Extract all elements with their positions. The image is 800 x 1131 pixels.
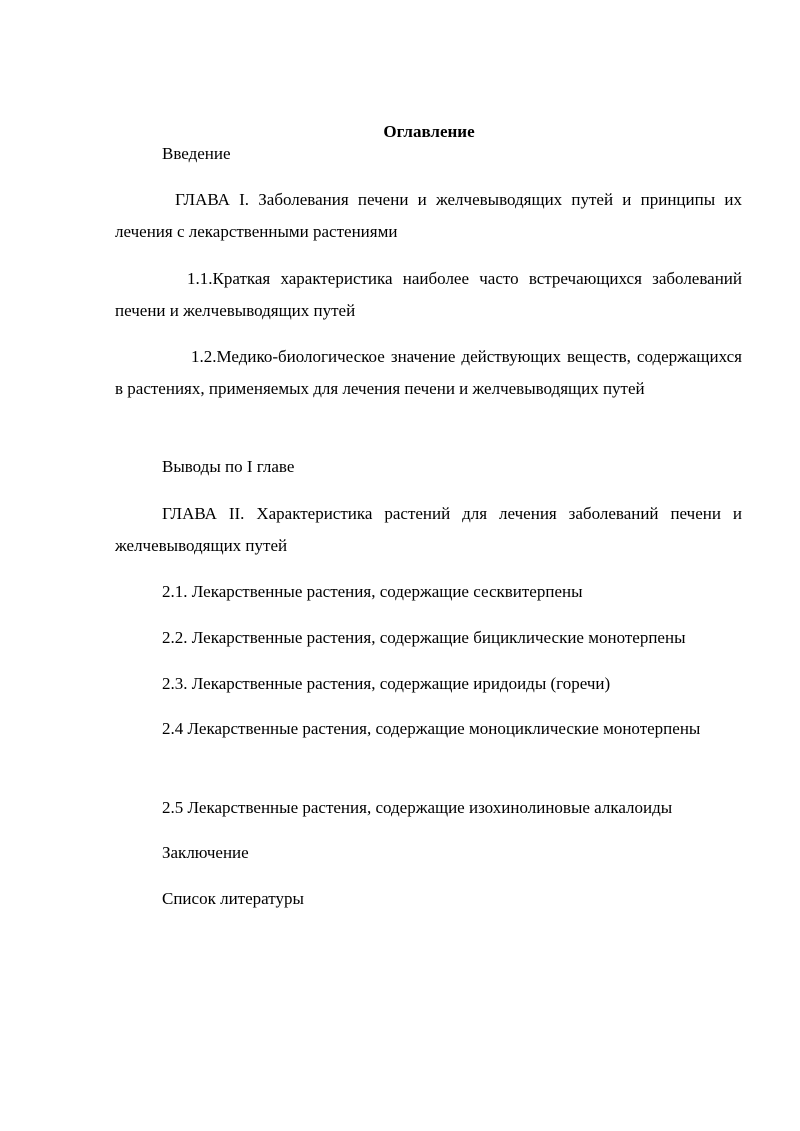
toc-item-1-2: 1.2.Медико-биологическое значение действующих веществ, содержащихся в растениях, применяемых для лечения печени и желчевыводящих путей bbox=[115, 347, 742, 398]
toc-item-2-2: 2.2. Лекарственные растения, содержащие бициклические монотерпены bbox=[162, 628, 686, 647]
toc-conclusions-chapter-1: Выводы по I главе bbox=[162, 457, 295, 476]
toc-conclusion: Заключение bbox=[162, 843, 249, 862]
toc-title: Оглавление bbox=[383, 122, 475, 141]
toc-introduction: Введение bbox=[162, 144, 231, 163]
toc-chapter-1: ГЛАВА I. Заболевания печени и желчевыводящих путей и принципы их лечения с лекарственными растениями bbox=[115, 190, 742, 241]
toc-bibliography: Список литературы bbox=[162, 889, 304, 908]
toc-item-2-5: 2.5 Лекарственные растения, содержащие изохинолиновые алкалоиды bbox=[162, 798, 673, 817]
toc-item-2-1: 2.1. Лекарственные растения, содержащие сесквитерпены bbox=[162, 582, 583, 601]
toc-chapter-2: ГЛАВА II. Характеристика растений для лечения заболеваний печени и желчевыводящих путей bbox=[115, 504, 742, 555]
toc-item-2-4: 2.4 Лекарственные растения, содержащие моноциклические монотерпены bbox=[162, 719, 701, 738]
toc-item-1-1: 1.1.Краткая характеристика наиболее часто встречающихся заболеваний печени и желчевыводящих путей bbox=[115, 269, 742, 320]
toc-item-2-3: 2.3. Лекарственные растения, содержащие иридоиды (горечи) bbox=[162, 674, 611, 693]
